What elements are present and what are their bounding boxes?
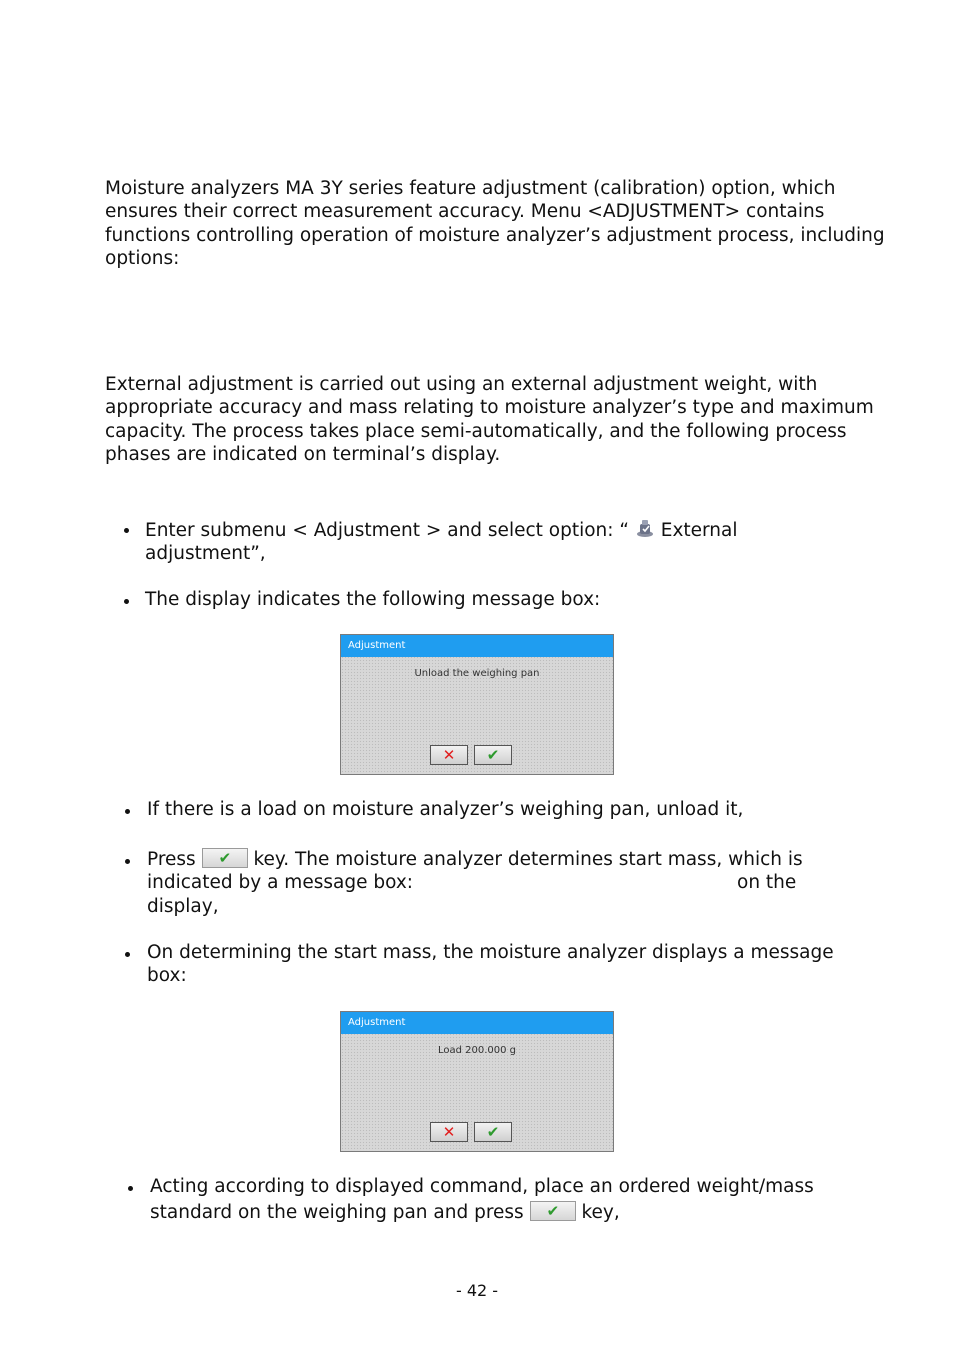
cancel-button[interactable]: ✕	[430, 1122, 468, 1142]
dialog-title: Adjustment	[341, 1012, 613, 1034]
step-enter-submenu-line2: adjustment”,	[145, 543, 266, 565]
bullet-dot	[128, 1186, 133, 1191]
cancel-button[interactable]: ✕	[430, 745, 468, 765]
ok-button[interactable]: ✔	[474, 745, 512, 765]
step-press-key-text-after: key. The moisture analyzer determines start mass, which is	[253, 849, 803, 870]
page-number: - 42 -	[455, 1281, 499, 1300]
bullet-dot	[125, 809, 130, 814]
step-enter-submenu-text-after: External	[660, 520, 738, 541]
step-unload-pan: If there is a load on moisture analyzer’s weighing pan, unload it,	[147, 799, 744, 820]
bullet-dot	[125, 859, 130, 864]
external-adjustment-paragraph: External adjustment is carried out using an external adjustment weight, with appropriate accuracy and mass relating to moisture analyzer’s type and maximum capacity. The process takes place semi-automatically, and the following process phases are indicated on terminal’s display.	[105, 374, 874, 465]
adjustment-dialog-unload	[340, 634, 614, 775]
step-place-weight-text: standard on the weighing pan and press	[150, 1202, 524, 1223]
step-press-key-line3: display,	[147, 896, 219, 917]
dialog-title: Adjustment	[341, 635, 613, 657]
dialog-message: Load 200.000 g	[437, 1045, 517, 1056]
ok-key-icon: ✔	[530, 1201, 576, 1221]
external-adjustment-icon	[635, 518, 655, 538]
step-place-weight-text-after: key,	[581, 1202, 620, 1223]
ok-key-icon: ✔	[202, 848, 248, 868]
bullet-dot	[124, 599, 129, 604]
step-enter-submenu-text: Enter submenu < Adjustment > and select option: “	[145, 520, 629, 541]
adjustment-dialog-load	[340, 1011, 614, 1152]
step-press-key-line2-right: on the	[737, 872, 797, 893]
bullet-dot	[125, 952, 130, 957]
dialog-message: Unload the weighing pan	[414, 668, 540, 679]
step-press-key	[147, 848, 887, 871]
step-press-key-text: Press	[147, 849, 196, 870]
intro-paragraph: Moisture analyzers MA 3Y series feature adjustment (calibration) option, which ensures their correct measurement accuracy. Menu <ADJUSTMENT> contains functions controlling operation of moisture analyzer’s adjustment process, including options:	[105, 178, 885, 269]
step-start-mass: On determining the start mass, the moisture analyzer displays a message box:	[147, 942, 834, 987]
step-display-message: The display indicates the following message box:	[145, 589, 601, 610]
step-enter-submenu	[145, 518, 885, 566]
step-place-weight-line2	[150, 1201, 890, 1224]
step-press-key-line2: indicated by a message box:	[147, 872, 414, 893]
step-place-weight: Acting according to displayed command, place an ordered weight/mass	[150, 1176, 814, 1197]
ok-button[interactable]: ✔	[474, 1122, 512, 1142]
bullet-dot	[124, 528, 129, 533]
